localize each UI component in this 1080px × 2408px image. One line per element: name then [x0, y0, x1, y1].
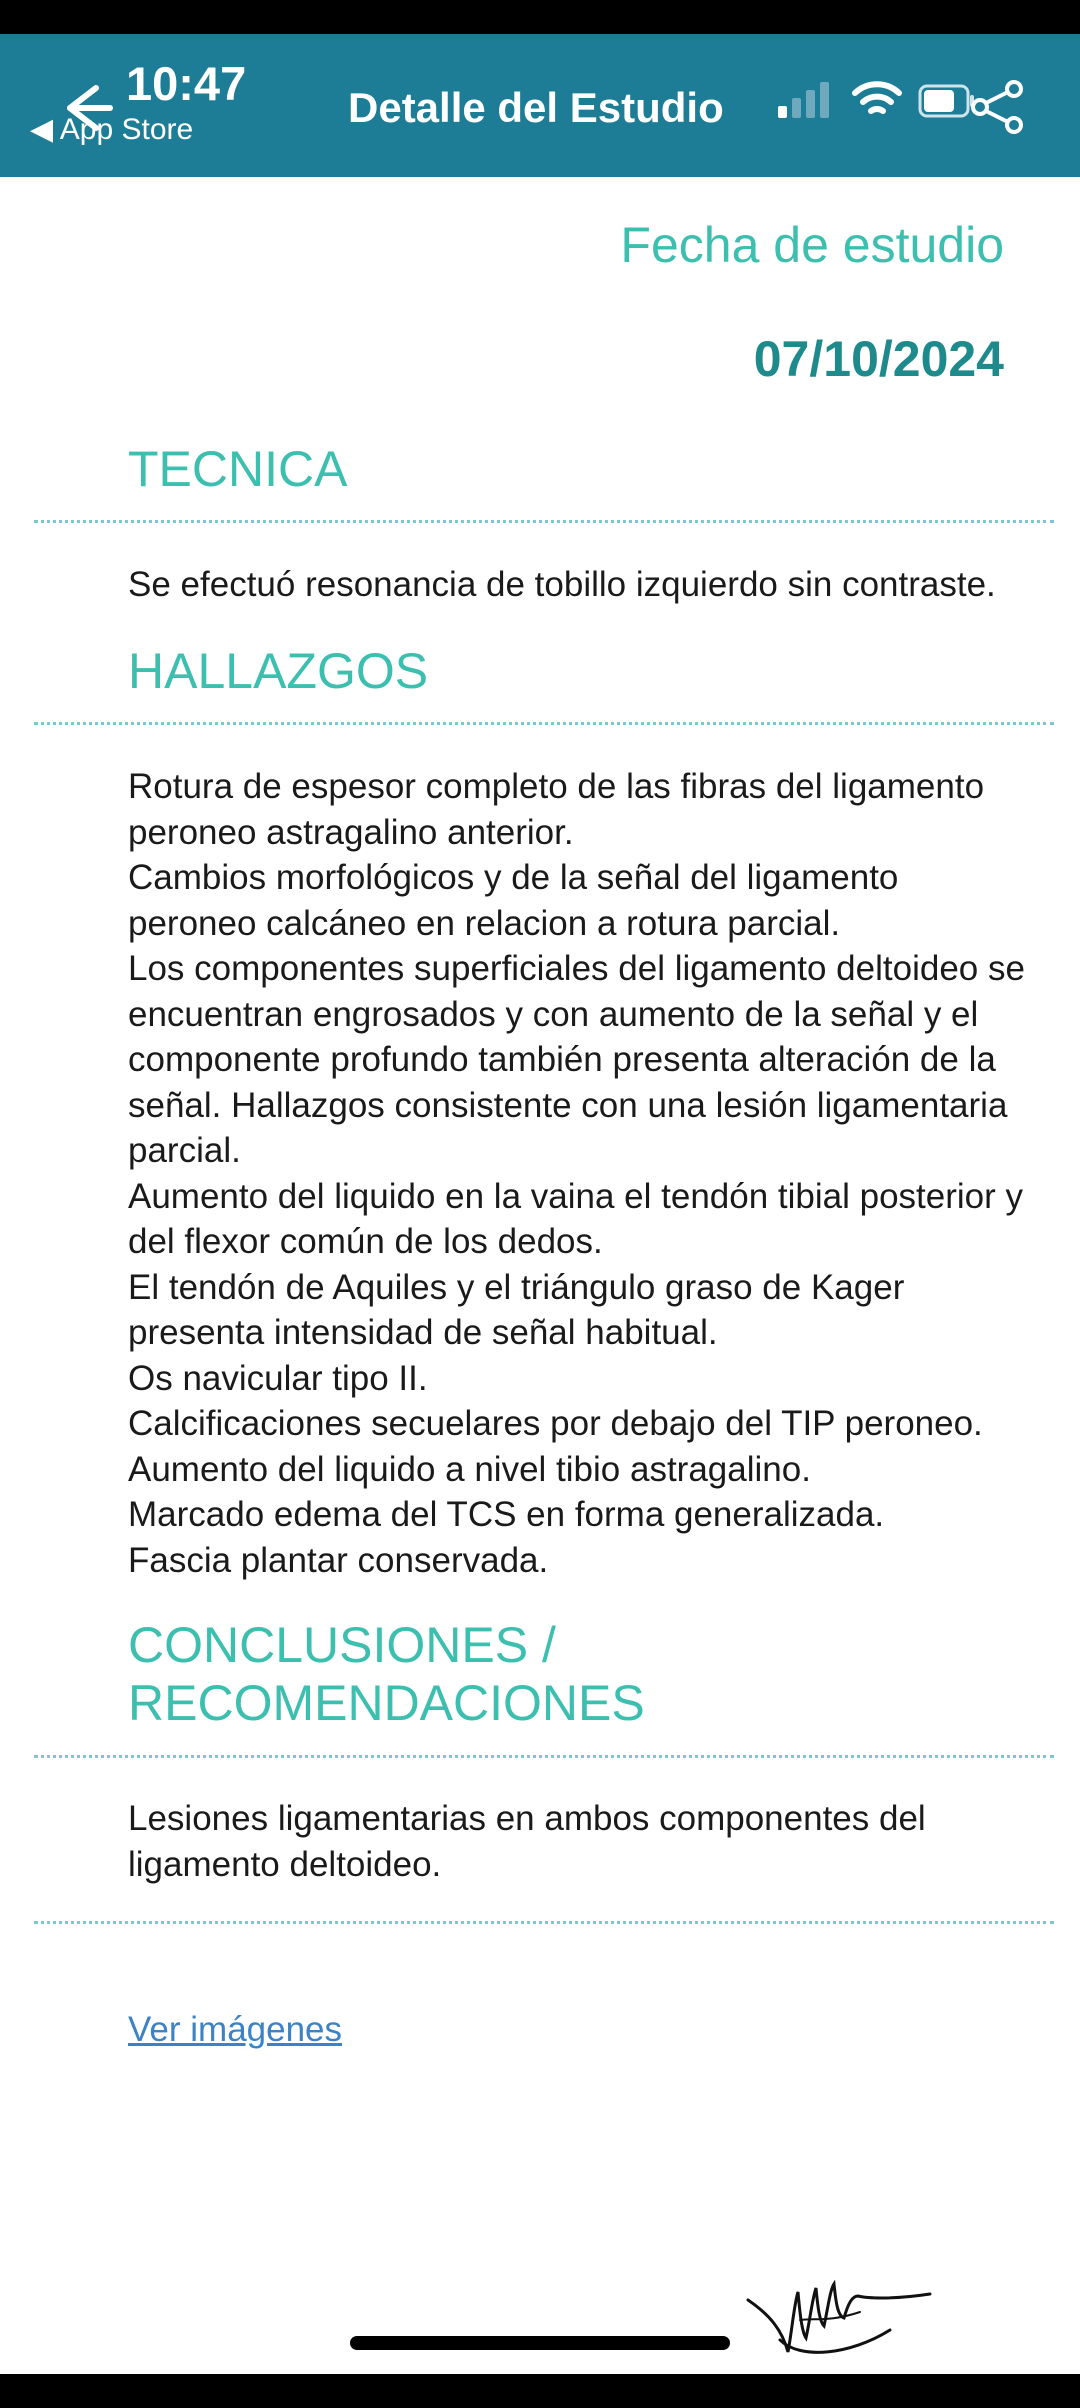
conclusiones-line: ligamento deltoideo. [128, 1844, 442, 1884]
conclusiones-line: Lesiones ligamentarias en ambos componentes del [128, 1799, 926, 1838]
page-title: Detalle del Estudio [348, 84, 724, 131]
study-date-label: Fecha de estudio [620, 217, 1004, 273]
view-images-link[interactable]: Ver imágenes [128, 2010, 343, 2049]
hallazgos-line: Os navicular tipo II. [128, 1358, 428, 1398]
conclusiones-title-line1: CONCLUSIONES / [128, 1617, 556, 1673]
hallazgos-line: presenta intensidad de señal habitual. [128, 1313, 718, 1352]
status-time: 10:47 [126, 57, 247, 110]
section-title-tecnica: TECNICA [128, 441, 348, 497]
section-title-hallazgos: HALLAZGOS [128, 643, 429, 699]
hallazgos-line: Aumento del liquido a nivel tibio astragalino. [128, 1449, 811, 1489]
hallazgos-line: Rotura de espesor completo de las fibras del ligamento [128, 767, 985, 806]
hallazgos-line: Calcificaciones secuelares por debajo del TIP peroneo. [128, 1404, 983, 1443]
tecnica-line: Se efectuó resonancia de tobillo izquierdo sin contraste. [128, 565, 996, 604]
hallazgos-line: peroneo astragalino anterior. [128, 812, 574, 852]
section-title-conclusiones [128, 1616, 645, 1732]
hallazgos-line: parcial. [128, 1131, 241, 1170]
hallazgos-line: peroneo calcáneo en relacion a rotura parcial. [128, 903, 841, 943]
app-header [0, 34, 1080, 177]
section-divider [34, 520, 1054, 523]
hallazgos-line: Marcado edema del TCS en forma generalizada. [128, 1495, 885, 1534]
home-indicator[interactable] [350, 2336, 730, 2350]
hallazgos-line: encuentran engrosados y con aumento de la señal y el [128, 994, 979, 1034]
hallazgos-line: El tendón de Aquiles y el triángulo graso de Kager [128, 1267, 905, 1307]
signature-image [740, 2260, 940, 2370]
hallazgos-line: componente profundo también presenta alteración de la [128, 1040, 996, 1079]
hallazgos-text [128, 764, 1058, 1583]
back-app-label: App Store [59, 113, 194, 146]
cellular-signal-icon [778, 82, 836, 122]
hallazgos-line: Los componentes superficiales del ligamento deltoideo se [128, 949, 1025, 988]
back-triangle-icon: ◀ [30, 113, 60, 146]
hallazgos-line: Fascia plantar conservada. [128, 1540, 549, 1580]
study-date-value: 07/10/2024 [753, 331, 1004, 387]
tecnica-text [128, 562, 1058, 608]
section-divider [34, 1755, 1054, 1758]
hallazgos-line: Aumento del liquido en la vaina el tendón tibial posterior y [128, 1176, 1024, 1216]
back-to-app-store[interactable] [30, 112, 193, 147]
hallazgos-line: Cambios morfológicos y de la señal del ligamento [128, 858, 899, 897]
conclusiones-title-line2: RECOMENDACIONES [128, 1675, 645, 1731]
wifi-icon [852, 80, 902, 120]
section-divider [34, 722, 1054, 725]
top-black-bar [0, 0, 1080, 34]
conclusiones-text [128, 1796, 1058, 1887]
hallazgos-line: señal. Hallazgos consistente con una lesión ligamentaria [128, 1085, 1008, 1125]
section-divider [34, 1921, 1054, 1924]
hallazgos-line: del flexor común de los dedos. [128, 1222, 603, 1261]
bottom-black-bar [0, 2374, 1080, 2408]
share-icon[interactable] [968, 78, 1026, 136]
